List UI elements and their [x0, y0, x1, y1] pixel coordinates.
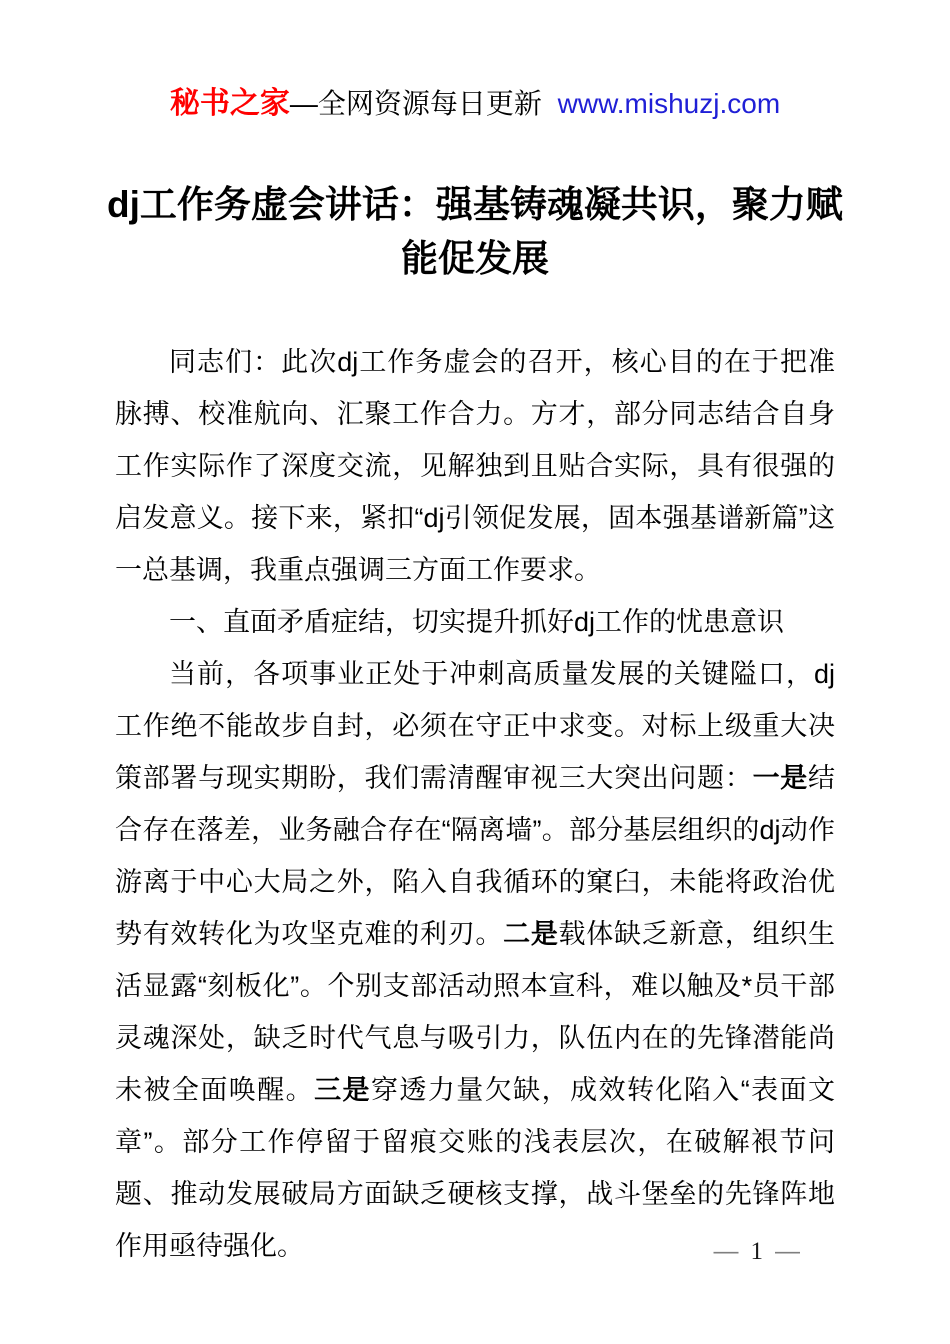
site-url-link[interactable]: www.mishuzj.com: [557, 88, 781, 119]
paragraph-intro: 同志们：此次dj工作务虚会的召开，核心目的在于把准脉搏、校准航向、汇聚工作合力。方才，部分同志结合自身工作实际作了深度交流，见解独到且贴合实际，具有很强的启发意义。接下来，紧扣“dj引领促发展，固本强基谱新篇”这一总基调，我重点强调三方面工作要求。: [115, 347, 835, 585]
footer-dash-right: —: [775, 1237, 800, 1265]
document-title: dj工作务虚会讲话：强基铸魂凝共识，聚力赋能促发展: [107, 184, 843, 279]
site-tagline: —全网资源每日更新: [289, 88, 542, 119]
page-number: 1: [750, 1238, 763, 1265]
document-body: [115, 336, 835, 1272]
footer-dash-left: —: [713, 1237, 739, 1265]
paragraph-problems: 当前，各项事业正处于冲刺高质量发展的关键隘口，dj工作绝不能故步自封，必须在守正中求变。对标上级重大决策部署与现实期盼，我们需清醒审视三大突出问题：一是结合存在落差，业务融合存在“隔离墙”。部分基层组织的dj动作游离于中心大局之外，陷入自我循环的窠臼，未能将政治优势有效转化为攻坚克难的利刃。二是载体缺乏新意，组织生活显露“刻板化”。个别支部活动照本宣科，难以触及*员干部灵魂深处，缺乏时代气息与吸引力，队伍内在的先锋潜能尚未被全面唤醒。三是穿透力量欠缺，成效转化陷入“表面文章”。部分工作停留于留痕交账的浅表层次，在破解裉节问题、推动发展破局方面缺乏硬核支撑，战斗堡垒的先锋阵地作用亟待强化。: [115, 659, 836, 1261]
page-footer: [714, 1239, 801, 1264]
site-name: 秘书之家: [169, 87, 290, 120]
site-header: [0, 0, 950, 122]
section-heading-one: 一、直面矛盾症结，切实提升抓好dj工作的忧患意识: [169, 607, 785, 637]
